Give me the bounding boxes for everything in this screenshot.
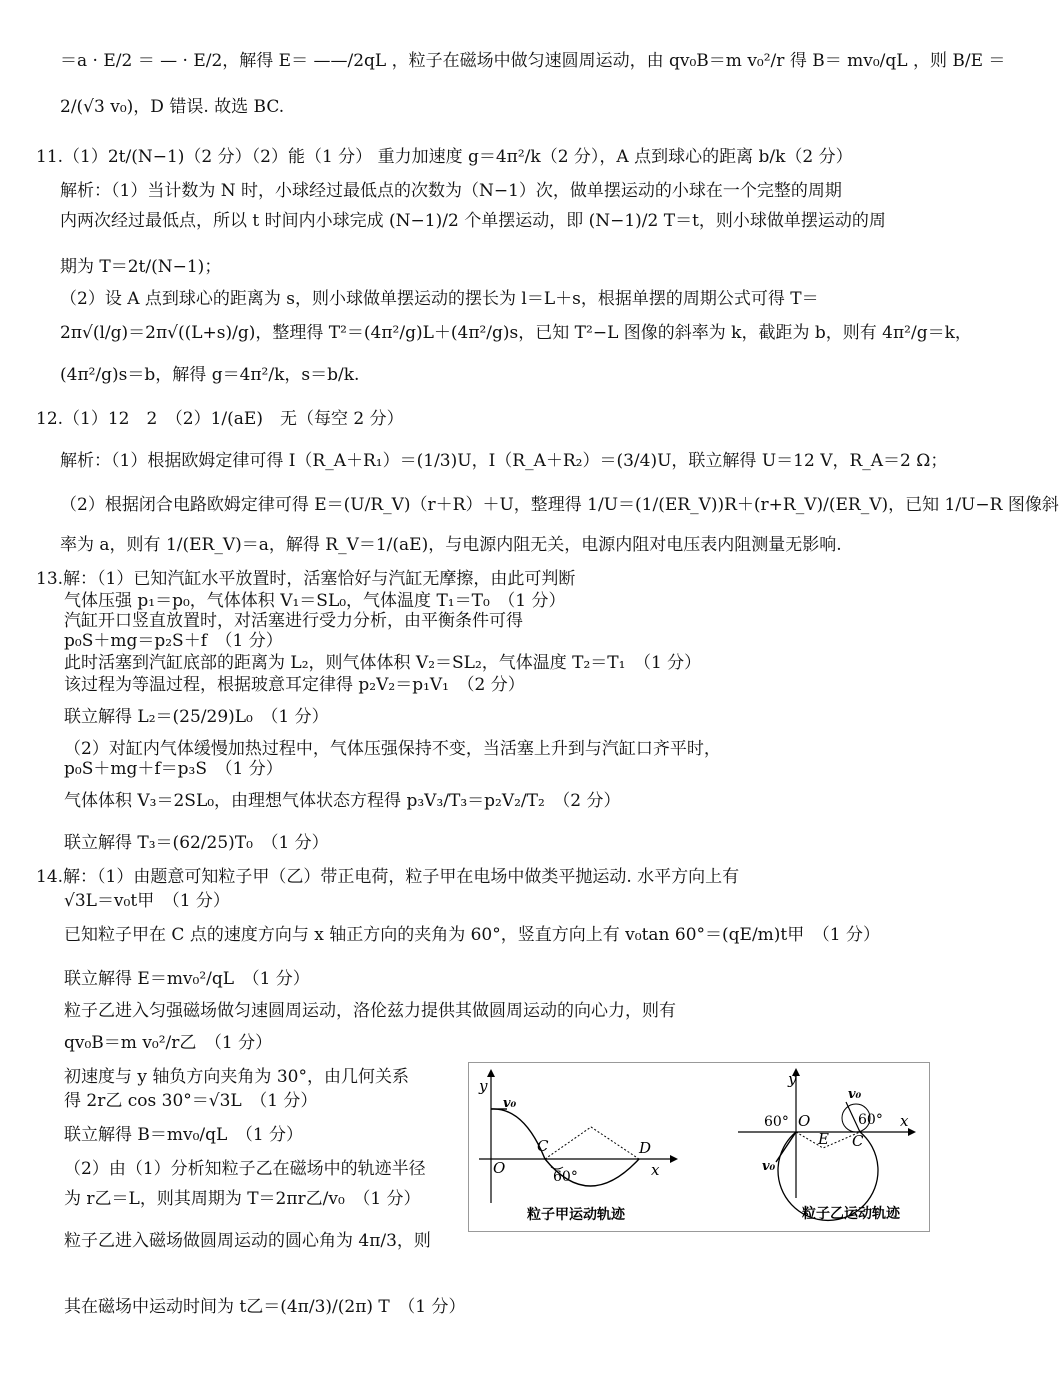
text-line: 该过程为等温过程，根据玻意耳定律得 p₂V₂＝p₁V₁ （2 分） [64,675,525,695]
text-line: 此时活塞到汽缸底部的距离为 L₂，则气体体积 V₂＝SL₂，气体温度 T₂＝T₁ （1 分） [64,653,702,673]
text-line: 联立解得 B＝mv₀/qL （1 分） [64,1125,304,1145]
text-line: （2）根据闭合电路欧姆定律可得 E＝(U/R_V)（r＋R）＋U，整理得 1/U＝(1/(ER_V))R＋(r+R_V)/(ER_V)，已知 1/U−R 图像斜 [60,495,1059,515]
text-line: ＝a · E/2 ＝ — · E/2，解得 E＝ ——/2qL ，粒子在磁场中做匀速圆周运动，由 qv₀B＝m v₀²/r 得 B＝ mv₀/qL ，则 B/E ＝ [60,51,1006,71]
text-line: 解析：（1）根据欧姆定律可得 I（R_A＋R₁）＝(1/3)U，I（R_A＋R₂）＝(3/4)U，联立解得 U＝12 V，R_A＝2 Ω； [60,451,948,471]
label-C: C [852,1132,864,1150]
answer-14-header: 14.解：（1）由题意可知粒子甲（乙）带正电荷，粒子甲在电场中做类平抛运动. 水平方向上有 [36,867,740,887]
text-line: 粒子乙进入磁场做圆周运动的圆心角为 4π/3，则 [64,1231,431,1251]
trajectory-right-diagram [728,1062,928,1230]
text-line: 期为 T＝2t/(N−1)； [60,257,222,277]
text-line: √3L＝v₀t甲 （1 分） [64,891,230,911]
text-line: p₀S＋mg＋f＝p₃S （1 分） [64,759,283,779]
label-v0-top: v₀ [848,1087,862,1102]
label-angle: 60° [553,1169,578,1185]
label-y: y [788,1070,797,1088]
text-line: 2/(√3 v₀)，D 错误. 故选 BC. [60,97,285,117]
label-O: O [798,1112,811,1130]
label-v0: v₀ [503,1096,517,1111]
text-line: 率为 a，则有 1/(ER_V)＝a，解得 R_V＝1/(aE)，与电源内阻无关，电源内阻对电压表内阻测量无影响. [60,535,842,555]
label-D: D [639,1139,652,1157]
answer-13-header: 13.解：（1）已知汽缸水平放置时，活塞恰好与汽缸无摩擦，由此可判断 [36,569,576,589]
text-line: 气体压强 p₁＝p₀，气体体积 V₁＝SL₀，气体温度 T₁＝T₀ （1 分） [64,591,566,611]
text-line: 气体体积 V₃＝2SL₀，由理想气体状态方程得 p₃V₃/T₃＝p₂V₂/T₂ （2 分） [64,791,621,811]
text-line: （2）由（1）分析知粒子乙在磁场中的轨迹半径 [64,1159,426,1179]
text-line: 粒子乙进入匀强磁场做匀速圆周运动，洛伦兹力提供其做圆周运动的向心力，则有 [64,1001,676,1021]
text-line: （2）设 A 点到球心的距离为 s，则小球做单摆运动的摆长为 l＝L＋s，根据单摆的周期公式可得 T＝ [60,289,819,309]
text-line: 解析：（1）当计数为 N 时，小球经过最低点的次数为（N−1）次，做单摆运动的小球在一个完整的周期 [60,181,842,201]
text-line: 2π√(l/g)＝2π√((L+s)/g)，整理得 T²＝(4π²/g)L＋(4π²/g)s，已知 T²−L 图像的斜率为 k，截距为 b，则有 4π²/g＝k， [60,323,972,343]
text-line: 得 2r乙 cos 30°＝√3L （1 分） [64,1091,318,1111]
caption-right: 粒子乙运动轨迹 [802,1206,900,1222]
label-y: y [479,1077,488,1095]
trajectory-right-wrapper [728,1062,928,1230]
label-v0-bottom: v₀ [762,1159,776,1174]
label-O: O [493,1159,506,1177]
text-line: 其在磁场中运动时间为 t乙＝(4π/3)/(2π) T （1 分） [64,1297,466,1317]
label-C: C [537,1137,549,1155]
text-line: qv₀B＝m v₀²/r乙 （1 分） [64,1033,273,1053]
label-angle-right: 60° [858,1112,883,1128]
text-line: 内两次经过最低点，所以 t 时间内小球完成 (N−1)/2 个单摆运动，即 (N−1)/2 T＝t，则小球做单摆运动的周 [60,211,886,231]
text-line: 联立解得 L₂＝(25/29)L₀ （1 分） [64,707,329,727]
text-line: 已知粒子甲在 C 点的速度方向与 x 轴正方向的夹角为 60°，竖直方向上有 v₀tan 60°＝(qE/m)t甲 （1 分） [64,925,880,945]
text-line: 联立解得 E＝mv₀²/qL （1 分） [64,969,310,989]
answer-11-header: 11.（1）2t/(N−1)（2 分）（2）能（1 分） 重力加速度 g＝4π²/k（2 分），A 点到球心的距离 b/k（2 分） [36,147,853,167]
label-x: x [900,1112,909,1130]
text-line: p₀S＋mg＝p₂S＋f （1 分） [64,631,283,651]
text-line: 联立解得 T₃＝(62/25)T₀ （1 分） [64,833,329,853]
text-line: （2）对缸内气体缓慢加热过程中，气体压强保持不变，当活塞上升到与汽缸口齐平时， [64,739,721,759]
label-x: x [651,1161,660,1179]
answer-12-header: 12.（1）12 2 （2）1/(aE) 无（每空 2 分） [36,409,404,429]
text-line: 为 r乙＝L，则其周期为 T＝2πr乙/v₀ （1 分） [64,1189,421,1209]
text-line: (4π²/g)s＝b，解得 g＝4π²/k，s＝b/k. [60,365,360,385]
label-E: E [818,1130,829,1148]
caption-left: 粒子甲运动轨迹 [527,1207,625,1223]
label-angle-left: 60° [764,1114,789,1130]
text-line: 汽缸开口竖直放置时，对活塞进行受力分析，由平衡条件可得 [64,611,523,631]
text-line: 初速度与 y 轴负方向夹角为 30°，由几何关系 [64,1067,409,1087]
